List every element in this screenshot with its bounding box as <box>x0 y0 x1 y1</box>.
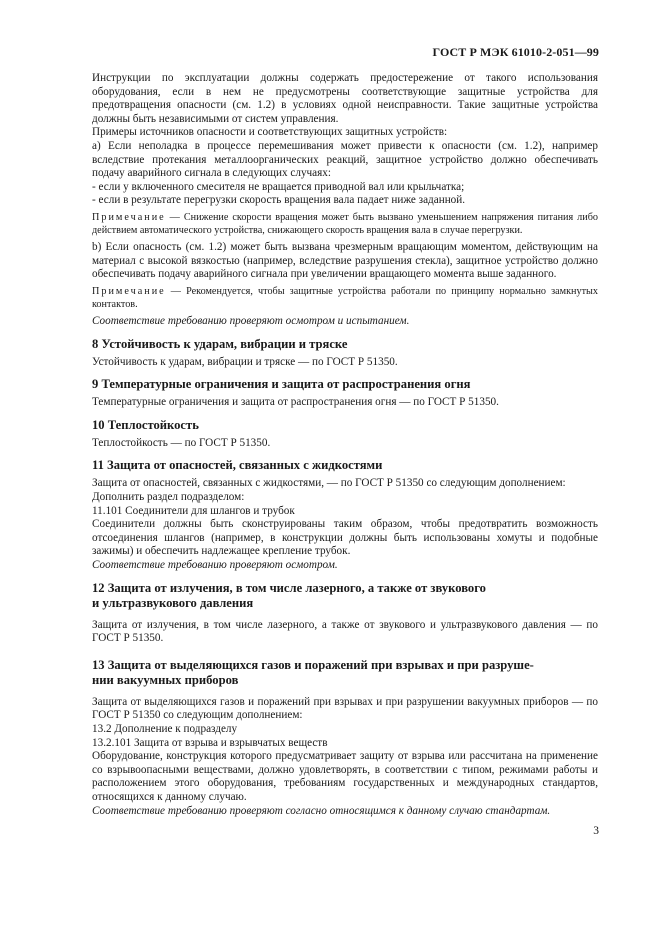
subsection-title: 13.2 Дополнение к подразделу <box>92 723 238 735</box>
list-item: - если в результате перегрузки скорость вращения вала падает ниже заданной. <box>92 194 466 207</box>
paragraph: a) Если неполадка в процессе перемешивания может привести к опасности (см. 1.2), например вследствие протекания металлоорганических реакций, защитное устройство должно обеспечивать подачу аварийного сигнала в следующих случаях: <box>92 139 598 180</box>
section-13-title-line2: нии вакуумных приборов <box>92 672 239 687</box>
page-content <box>92 72 598 818</box>
section-13-title-line1: 13 Защита от выделяющихся газов и поражений при взрывах и при разруше- <box>92 657 534 672</box>
paragraph: Защита от опасностей, связанных с жидкостями, — по ГОСТ Р 51350 со следующим дополнением: <box>92 477 566 490</box>
note-label: Примечание <box>92 211 166 223</box>
paragraph: Теплостойкость — по ГОСТ Р 51350. <box>92 436 271 449</box>
note <box>92 212 598 237</box>
section-8-title: 8 Устойчивость к ударам, вибрации и тряске <box>92 336 348 351</box>
paragraph: Соединители должны быть сконструированы таким образом, чтобы предотвратить возможность отсоединения шлангов (например, в конструкции должны быть использованы хомуты и подобные зажимы) и обеспечить надлежащее крепление трубок. <box>92 518 598 558</box>
section-11-title: 11 Защита от опасностей, связанных с жидкостями <box>92 458 383 473</box>
paragraph: Защита от излучения, в том числе лазерного, а также от звукового и ультразвукового давления — по ГОСТ Р 51350. <box>92 618 598 645</box>
paragraph: Устойчивость к ударам, вибрации и тряске — по ГОСТ Р 51350. <box>92 355 398 368</box>
document-header: ГОСТ Р МЭК 61010-2-051—99 <box>432 45 599 59</box>
compliance-check: Соответствие требованию проверяют осмотром и испытанием. <box>92 315 410 328</box>
section-12-title <box>92 581 598 611</box>
list-item: - если у включенного смесителя не вращается приводной вал или крыльчатка; <box>92 180 465 193</box>
section-10-title: 10 Теплостойкость <box>92 417 199 432</box>
compliance-check: Соответствие требованию проверяют согласно относящимся к данному случаю стандартам. <box>92 804 551 817</box>
paragraph: Оборудование, конструкция которого предусматривает защиту от взрыва или рассчитана на применение со взрывоопасными веществами, должно удовлетворять, в соответствии с типом, режимами работы и расположением этого оборудования, требованиям государственных и международных стандартов, относящихся к данному случаю. <box>92 750 598 803</box>
section-13-title <box>92 658 598 688</box>
paragraph: Дополнить раздел подразделом: <box>92 491 245 504</box>
paragraph: b) Если опасность (см. 1.2) может быть вызвана чрезмерным вращающим моментом, действующим на материал с высокой вязкостью (например, вследствие разрушения стекла), защитное устройство должно обеспечивать подачу аварийного сигнала при увеличении вращающего момента выше заданного. <box>92 241 598 281</box>
note-text: — Снижение скорости вращения может быть вызвано уменьшением напряжения питания либо действием автоматического устройства, снижающего скорость вращения вала в случае перегрузки. <box>92 211 598 236</box>
paragraph: Инструкции по эксплуатации должны содержать предостережение от такого использования оборудования, если в нем не предусмотрены соответствующие защитные устройства для предотвращения опасности (см. 1.2) в условиях одной неисправности. Такие защитные устройства должны быть независимыми от систем управления. <box>92 72 598 125</box>
paragraph: Защита от выделяющихся газов и поражений при взрывах и при разрушении вакуумных приборов — по ГОСТ Р 51350 со следующим дополнением: <box>92 695 598 722</box>
note <box>92 286 598 311</box>
compliance-check: Соответствие требованию проверяют осмотром. <box>92 559 338 572</box>
note-text: — Рекомендуется, чтобы защитные устройства работали по принципу нормально замкнутых контактов. <box>92 285 598 310</box>
section-9-title: 9 Температурные ограничения и защита от распространения огня <box>92 377 471 392</box>
section-12-title-line1: 12 Защита от излучения, в том числе лазерного, а также от звукового <box>92 580 486 595</box>
section-12-title-line2: и ультразвукового давления <box>92 595 254 610</box>
subsection-title: 11.101 Соединители для шлангов и трубок <box>92 504 295 517</box>
subsection-title: 13.2.101 Защита от взрыва и взрывчатых веществ <box>92 736 328 749</box>
note-label: Примечание <box>92 285 166 297</box>
paragraph: Температурные ограничения и защита от распространения огня — по ГОСТ Р 51350. <box>92 396 499 409</box>
page-number: 3 <box>593 825 599 837</box>
paragraph: Примеры источников опасности и соответствующих защитных устройств: <box>92 126 448 139</box>
